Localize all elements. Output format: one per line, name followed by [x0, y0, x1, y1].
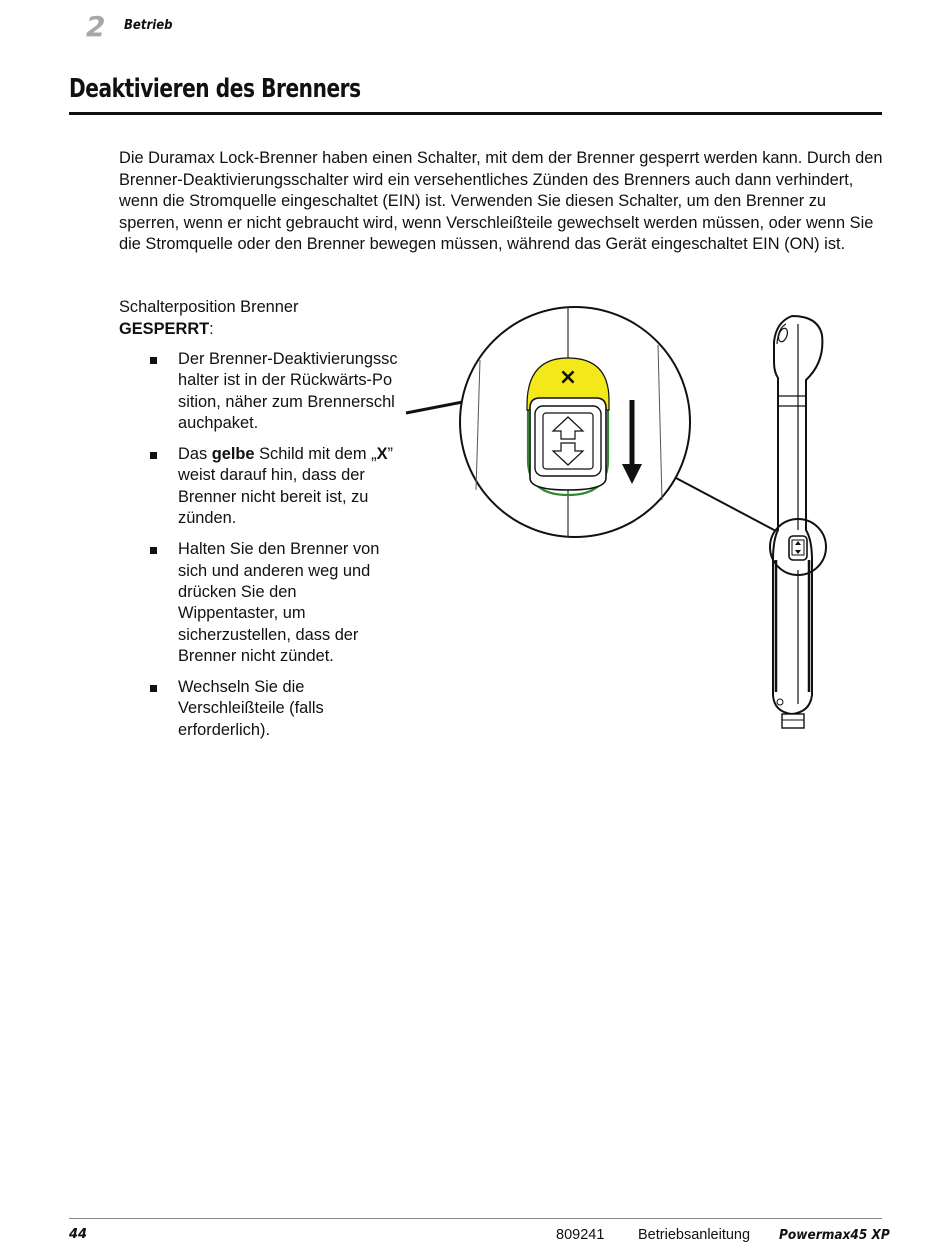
lead-suffix: : — [209, 319, 214, 338]
list-item — [148, 349, 398, 434]
text-fragment: Schild mit dem „ — [254, 445, 377, 464]
chapter-number: 2 — [86, 10, 106, 43]
bullet-square-icon — [150, 685, 157, 692]
chapter-title: Betrieb — [124, 18, 173, 33]
lead-text: Schalterposition Brenner — [119, 298, 299, 316]
bold-fragment: X — [376, 445, 388, 464]
footer-divider — [69, 1218, 882, 1219]
product-name: Powermax45 XP — [779, 1227, 890, 1243]
list-item-text: Der Brenner-Deaktivierungsschalter ist in der Rückwärts-Position, näher zum Brennerschlauchpaket. — [178, 350, 398, 432]
bullet-square-icon — [150, 452, 157, 459]
switch-position-heading — [119, 297, 399, 340]
bullet-list — [148, 349, 398, 751]
torch-handle-icon — [770, 316, 826, 728]
list-item-text: Halten Sie den Brenner von sich und anderen weg und drücken Sie den Wippentaster, um sicherzustellen, dass der Brenner nicht zündet. — [178, 540, 380, 665]
bullet-square-icon — [150, 547, 157, 554]
list-item — [148, 539, 398, 667]
manual-name: Betriebsanleitung — [638, 1227, 751, 1243]
document-number: 809241 — [556, 1227, 605, 1243]
list-item — [148, 444, 398, 529]
intro-paragraph: Die Duramax Lock-Brenner haben einen Schalter, mit dem der Brenner gesperrt werden kann. Durch den Brenner-Deaktivierungsschalter wird ein versehentliches Zünden des Brenners auch dann verhindert, wenn die Stromquelle eingeschaltet (EIN) ist. Verwenden Sie diesen Schalter, um den Brenner zu sperren, wenn er nicht gebraucht wird, wenn Verschleißteile gewechselt werden müssen, oder wenn Sie die Stromquelle oder den Brenner bewegen müssen, während das Gerät eingeschaltet EIN (ON) ist. — [119, 149, 883, 254]
bold-fragment: gelbe — [211, 445, 255, 464]
title-divider — [69, 112, 882, 115]
list-item — [148, 677, 398, 741]
lock-mark: × — [558, 365, 578, 390]
switch-arrows-icon — [530, 398, 606, 490]
lead-bold: GESPERRT — [119, 319, 210, 338]
section-title: Deaktivieren des Brenners — [69, 74, 361, 104]
list-item-text — [178, 445, 393, 527]
text-fragment: ” weist darauf hin, dass der Brenner nicht bereit ist, zu zünden. — [178, 445, 393, 528]
text-fragment: Das — [178, 445, 212, 464]
page-number: 44 — [69, 1227, 88, 1242]
detail-magnifier — [460, 307, 690, 537]
torch-lock-illustration — [400, 300, 840, 740]
bullet-square-icon — [150, 357, 157, 364]
list-item-text: Wechseln Sie die Verschleißteile (falls erforderlich). — [178, 678, 324, 739]
